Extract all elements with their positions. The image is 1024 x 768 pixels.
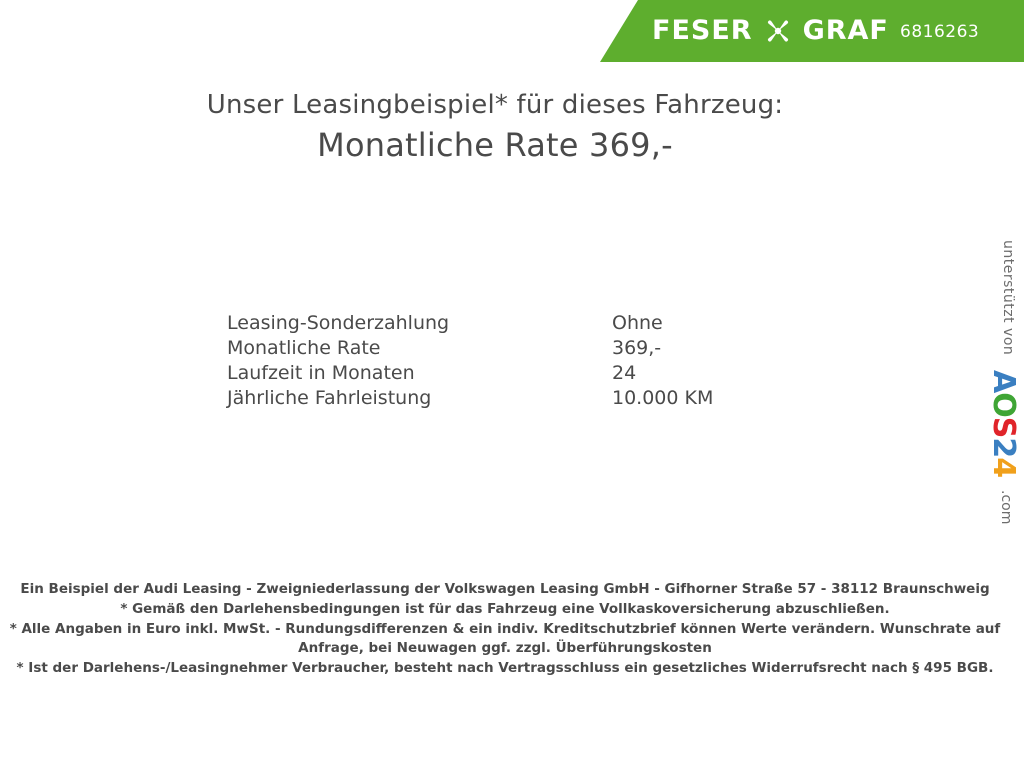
document-number: 6816263 (900, 22, 980, 42)
table-row (227, 387, 847, 412)
table-row (227, 362, 847, 387)
aos24-logo-char-s: S (986, 416, 1021, 438)
detail-value: 369,- (612, 337, 662, 359)
detail-label: Leasing-Sonderzahlung (227, 312, 450, 334)
aos24-logo-char-o: O (986, 392, 1021, 417)
leasing-details-table (227, 312, 847, 412)
sponsor-domain-suffix: .com (998, 490, 1014, 525)
legal-footer (0, 580, 1010, 679)
detail-value: 24 (612, 362, 637, 384)
legal-line: Ein Beispiel der Audi Leasing - Zweigniederlassung der Volkswagen Leasing GmbH - Gifhorner Straße 57 - 38112 Braunschweig (20, 581, 990, 597)
clover-icon (765, 18, 791, 44)
brand-name-right: GRAF (802, 15, 889, 46)
aos24-logo-char-2: 2 (986, 437, 1021, 458)
page-title-line1: Unser Leasingbeispiel* für dieses Fahrzeug: (206, 90, 784, 120)
aos24-logo-char-4: 4 (986, 457, 1021, 478)
detail-label: Laufzeit in Monaten (227, 362, 415, 384)
aos24-logo-char-a: A (986, 370, 1021, 393)
table-row (227, 337, 847, 362)
table-row (227, 312, 847, 337)
legal-line: * Gemäß den Darlehensbedingungen ist für das Fahrzeug eine Vollkaskoversicherung abzuschließen. (120, 601, 890, 618)
sponsor-support-text: unterstützt von (1000, 240, 1016, 356)
sponsor-sidebar (984, 240, 1021, 540)
legal-line: * Ist der Darlehens-/Leasingnehmer Verbraucher, besteht nach Vertragsschluss ein gesetzliches Widerrufsrecht nach § 495 BGB. (16, 659, 994, 676)
detail-value: Ohne (612, 312, 663, 334)
detail-value: 10.000 KM (612, 387, 714, 409)
aos24-logo (986, 370, 1021, 478)
brand-logo (652, 15, 889, 46)
brand-name-left: FESER (652, 15, 753, 46)
page-title (0, 90, 990, 164)
detail-label: Monatliche Rate (227, 337, 381, 359)
page-title-line2: Monatliche Rate 369,- (317, 126, 673, 164)
legal-line: * Alle Angaben in Euro inkl. MwSt. - Rundungsdifferenzen & ein indiv. Kreditschutzbrief können Werte verändern. Wunschrate auf Anfrage, bei Neuwagen ggf. zzgl. Überführungskosten (9, 621, 1001, 656)
detail-label: Jährliche Fahrleistung (227, 387, 432, 409)
